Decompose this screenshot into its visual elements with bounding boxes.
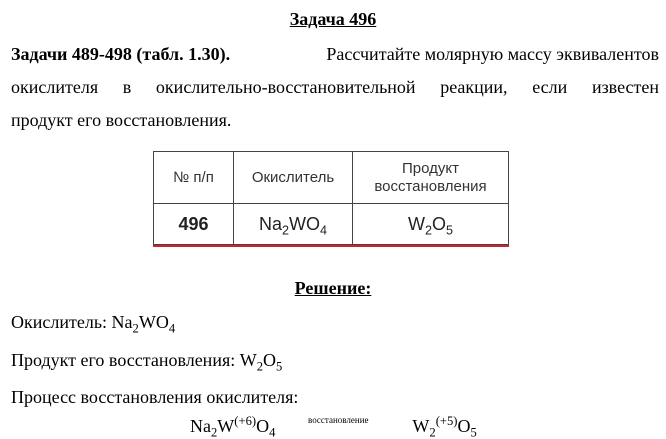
header-product-line1: Продукт: [402, 159, 459, 177]
formula-part: O: [263, 350, 277, 370]
solution-product-line: [11, 349, 283, 374]
oxidant-formula: [111, 312, 176, 336]
table-row: [154, 204, 509, 245]
formula-part: Na: [111, 312, 133, 332]
formula-subscript: 4: [168, 321, 176, 336]
header-product: [353, 152, 509, 204]
task-range-label: Задачи 489-498 (табл. 1.30).: [11, 44, 231, 64]
formula-part: W: [407, 213, 425, 234]
row-oxidant: [234, 204, 353, 245]
formula-subscript: 5: [276, 359, 283, 374]
formula-subscript: 4: [320, 222, 328, 237]
statement-line-1-rest: Рассчитайте молярную массу эквивалентов: [326, 44, 659, 64]
oxidant-label: Окислитель:: [11, 312, 108, 332]
formula-part: WO: [289, 213, 320, 234]
row-number: 496: [154, 204, 234, 245]
task-statement: [11, 38, 659, 137]
process-label: Процесс восстановления окислителя:: [11, 387, 299, 407]
oxidation-state: (+5): [435, 414, 458, 429]
reduction-equation: [190, 415, 477, 437]
row-product: [353, 204, 509, 245]
table-red-underline: [153, 245, 509, 247]
header-product-line2: восстановления: [374, 177, 487, 195]
solution-title: Решение:: [294, 278, 372, 298]
formula-subscript: 5: [446, 222, 454, 237]
statement-line-2: окислителя в окислительно-восстановительной реакции, если известен: [11, 77, 659, 97]
statement-line-1: [11, 38, 659, 71]
formula-subscript: 2: [424, 222, 432, 237]
solution-oxidant-line: [11, 311, 176, 336]
formula-part: O: [431, 213, 446, 234]
formula-subscript: 2: [256, 359, 264, 374]
formula-subscript: 5: [470, 425, 477, 439]
data-table: [153, 151, 509, 245]
table-header-row: [154, 152, 509, 204]
formula-part: O: [457, 416, 471, 436]
formula-part: O: [256, 416, 270, 436]
statement-line-3: продукт его восстановления.: [11, 110, 232, 130]
formula-part: Na: [190, 416, 211, 436]
formula-subscript: 4: [269, 425, 276, 439]
formula-part: W: [412, 416, 430, 436]
formula-subscript: 2: [211, 425, 218, 439]
formula-part: W: [239, 350, 257, 370]
formula-part: WO: [138, 312, 169, 332]
oxidation-state: (+6): [234, 414, 257, 429]
header-number: № п/п: [154, 152, 234, 204]
formula-part: Na: [258, 213, 282, 234]
formula-subscript: 2: [429, 425, 436, 439]
product-formula: [239, 350, 283, 374]
header-oxidant: Окислитель: [234, 152, 353, 204]
product-label: Продукт его восстановления:: [11, 350, 236, 370]
formula-subscript: 2: [132, 321, 139, 336]
arrow-label: восстановление: [308, 415, 369, 425]
formula-subscript: 2: [281, 222, 289, 237]
formula-part: W: [217, 416, 235, 436]
task-title: Задача 496: [289, 9, 377, 29]
